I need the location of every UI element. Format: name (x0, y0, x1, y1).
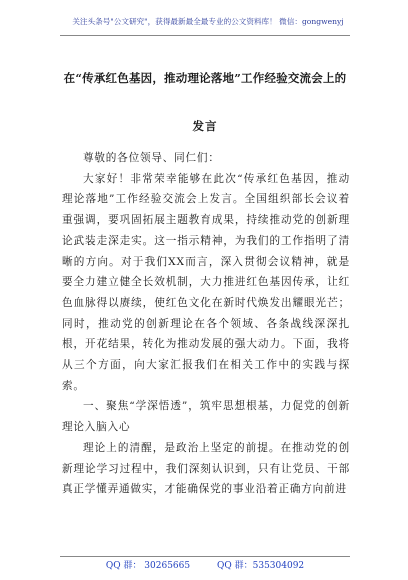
footer-divider (60, 556, 350, 557)
document-title-line-1: 在“传承红色基因，推动理论落地”工作经验交流会上的 (63, 71, 347, 85)
footer (60, 558, 350, 574)
header-banner: 关注头条号"公文研究"，获得最新最全最专业的公文资料库！ 微信：gongwenyj (72, 17, 344, 26)
footer-qq-group-2: QQ 群：535304092 (217, 561, 305, 571)
paragraph-section-1: 理论上的清醒，是政治上坚定的前提。在推动党的创新理论学习过程中，我们深刻认识到，只有让党员、干部真正学懂弄通做实，才能确保党的事业沿着正确方向前进 (62, 441, 350, 496)
section-heading-1: 一、聚焦“学深悟透”，筑牢思想根基，力促党的创新理论入脑入心 (62, 400, 350, 434)
document-title-line-2: 发言 (192, 119, 218, 133)
salutation: 尊敬的各位领导、同仁们： (83, 152, 220, 164)
header-divider (60, 35, 350, 36)
document-body (62, 148, 350, 500)
paragraph-intro: 大家好！非常荣幸能够在此次“传承红色基因，推动理论落地”工作经验交流会上发言。全国组织部长会议着重强调，要巩固拓展主题教育成果，持续推动党的创新理论武装走深走实。这一指示精神，为我们的工作指明了清晰的方向。对于我们XX而言，深入贯彻会议精神，就是要全力建立健全长效机制，大力推进红色基因传承，让红色血脉得以赓续，使红色文化在新时代焕发出耀眼光芒；同时，推动党的创新理论在各个领域、各条战线深深扎根，开花结果，转化为推动发展的强大动力。下面，我将从三个方面，向大家汇报我们在相关工作中的实践与探索。 (62, 172, 350, 392)
footer-qq-group-1: QQ 群： 30265665 (105, 561, 191, 571)
